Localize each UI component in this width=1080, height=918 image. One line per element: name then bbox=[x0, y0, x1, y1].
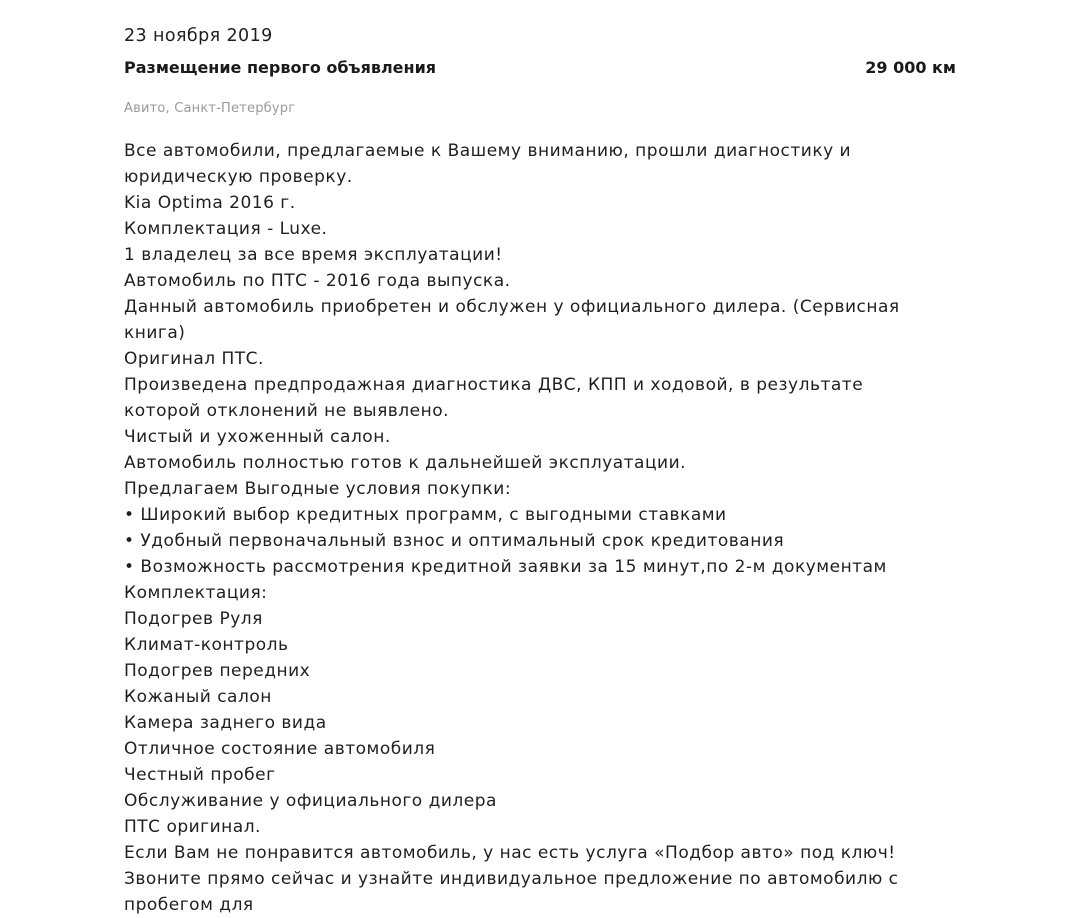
description-line: Обслуживание у официального дилера bbox=[124, 791, 497, 811]
description-bullet: • Удобный первоначальный взнос и оптимальный срок кредитования bbox=[124, 531, 785, 551]
entry-mileage: 29 000 км bbox=[865, 58, 956, 77]
description-line: Подогрев передних bbox=[124, 661, 311, 681]
description-line: Все автомобили, предлагаемые к Вашему вниманию, прошли диагностику и юридическую проверку. bbox=[124, 141, 858, 187]
description-line: Чистый и ухоженный салон. bbox=[124, 427, 391, 447]
description-line: Климат-контроль bbox=[124, 635, 289, 655]
description-line: Честный пробег bbox=[124, 765, 276, 785]
description-line: Подогрев Руля bbox=[124, 609, 263, 629]
description-line: Камера заднего вида bbox=[124, 713, 327, 733]
history-entry bbox=[124, 24, 956, 918]
description-line: Предлагаем Выгодные условия покупки: bbox=[124, 479, 512, 499]
description-line: Оригинал ПТС. bbox=[124, 349, 264, 369]
entry-header bbox=[124, 57, 956, 79]
description-line: ПТС оригинал. bbox=[124, 817, 261, 837]
entry-source: Авито, Санкт-Петербург bbox=[124, 101, 296, 116]
description-line: 1 владелец за все время эксплуатации! bbox=[124, 245, 503, 265]
description-line: Если Вам не понравится автомобиль, у нас есть услуга «Подбор авто» под ключ! bbox=[124, 843, 896, 863]
description-line: Комплектация: bbox=[124, 583, 268, 603]
description-line: Произведена предпродажная диагностика ДВС, КПП и ходовой, в результате которой отклонений не выявлено. bbox=[124, 375, 870, 421]
description-line: Отличное состояние автомобиля bbox=[124, 739, 436, 759]
ad-description bbox=[124, 138, 944, 918]
description-bullet: • Возможность рассмотрения кредитной заявки за 15 минут,по 2-м документам bbox=[124, 557, 887, 577]
entry-date: 23 ноября 2019 bbox=[124, 26, 273, 46]
description-line: Автомобиль полностью готов к дальнейшей эксплуатации. bbox=[124, 453, 687, 473]
description-bullet: • Широкий выбор кредитных программ, с выгодными ставками bbox=[124, 505, 727, 525]
description-line: Звоните прямо сейчас и узнайте индивидуальное предложение по автомобилю с пробегом для bbox=[124, 869, 905, 915]
description-line: Kia Optima 2016 г. bbox=[124, 193, 296, 213]
description-line: Данный автомобиль приобретен и обслужен у официального дилера. (Сервисная книга) bbox=[124, 297, 906, 343]
entry-title: Размещение первого объявления bbox=[124, 58, 437, 77]
description-line: Кожаный салон bbox=[124, 687, 272, 707]
description-line: Комплектация - Luxe. bbox=[124, 219, 328, 239]
description-line: Автомобиль по ПТС - 2016 года выпуска. bbox=[124, 271, 511, 291]
